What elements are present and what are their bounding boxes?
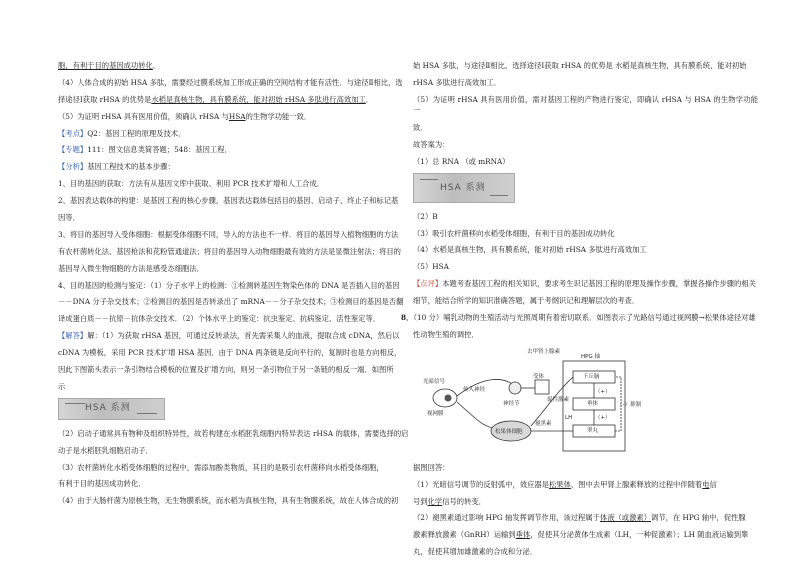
- label-light-signal: 光暗信号: [423, 378, 446, 385]
- label-retina: 视网膜: [427, 410, 444, 417]
- label-noradrenaline: 去甲肾上腺素: [527, 348, 561, 355]
- label-pineal-cell: 松果体细胞: [495, 428, 523, 435]
- left-column: [58, 60, 413, 512]
- line: 丸，促使其增加雄激素的合成和分泌．: [413, 547, 538, 557]
- line: 致．: [413, 122, 428, 132]
- label-ganglion: 神经节: [503, 400, 520, 407]
- line: （4）人体合成的初始 HSA 多肽，需要经过膜系统加工形成正确的空间结构才能有活性．与途径Ⅱ相比，选: [58, 77, 403, 87]
- dna-primer-figure: [58, 398, 165, 420]
- jieda-line: 【解答】解：（1）为获取 rHSA 基因，可通过反转录法，首先需采集人的血液，提取合成 cDNA，然后以: [58, 331, 400, 341]
- line: （3）农杆菌转化水稻受体细胞的过程中，需添加酚类物质，其目的是吸引农杆菌移向水稻受体细胞，: [58, 462, 384, 472]
- line: 据图回答：: [413, 462, 450, 472]
- dianping-line: 【点评】本题考查基因工程的相关知识，要求考生识记基因工程的原理及操作步骤，掌握各操作步骤的相关: [413, 279, 756, 289]
- line: 4、目的基因的检测与鉴定：（1）分子水平上的检测：①检测转基因生物染色体的 DNA 是否插入目的基因: [58, 280, 400, 290]
- line: （4）由于大肠杆菌为原核生物，无生物膜系统，而水稻为真核生物，具有生物膜系统，故在人体合成的初: [58, 496, 399, 506]
- line: 2、基因表达载体的构建：是基因工程的核心步骤，基因表达载体包括目的基因、启动子、终止子和标记基: [58, 196, 399, 206]
- line: （5）HSA: [413, 262, 449, 272]
- line: 有农杆菌转化法、基因枪法和花粉管通道法；将目的基因导入动物细胞最有效的方法是显微注射法；将目的: [58, 246, 401, 256]
- kaodian-tag: 【考点】: [58, 128, 88, 138]
- answer-blank: 松果体: [549, 479, 571, 489]
- line: 动子是水稻胚乳细胞启动子．: [58, 445, 153, 455]
- answer-blank: 垂体: [515, 530, 531, 540]
- label-inhibit: （-）抑制: [617, 401, 641, 408]
- label-gnrh: 促性激素: [547, 396, 570, 403]
- zhuanti-line: 【专题】111：图文信息类简答题；548：基因工程．: [58, 145, 232, 155]
- line: （1）光暗信号调节的反射弧中，效应器是松果体，图中去甲肾上腺素释放的过程中伴随着电信: [413, 479, 717, 489]
- jieda-tag: 【解答】: [58, 331, 88, 341]
- primer-arrow: [420, 179, 438, 181]
- primer-arrow: [137, 413, 157, 415]
- line: 性动物生殖的调控．: [413, 329, 479, 339]
- fenxi-line: 【分析】基因工程技术的基本步骤：: [58, 162, 175, 172]
- pineal-hpg-diagram: [423, 346, 641, 456]
- line: （3）吸引农杆菌移向水稻受体细胞，有利于目的基因成功转化: [413, 228, 615, 238]
- kaodian-line: 【考点】Q2：基因工程的原理及技术．: [58, 128, 186, 138]
- line: （2）B: [413, 211, 438, 221]
- right-column: [401, 60, 758, 563]
- line: （2）启动子通常具有物种及组织特异性，故若构建在水稻胚乳细胞内特异表达 rHSA 的载体，需要选择的启: [58, 428, 409, 438]
- line: 号到化学信号的转变．: [413, 496, 486, 506]
- line: rHSA 多肽进行高效加工．: [413, 77, 502, 87]
- label-hypothalamus: 下丘脑: [583, 373, 600, 380]
- answer-blank: 电: [702, 479, 710, 489]
- label-hpg-axis: HPG 轴: [581, 353, 600, 360]
- answer-blank: HSA: [228, 111, 246, 121]
- line: （5）为证明 rHSA 具有医用价值，须确认 rHSA 与HSA的生物学功能一致．: [58, 111, 312, 121]
- label-afferent-nerve: 传入神经: [463, 386, 486, 393]
- answer-blank: 化学: [427, 496, 443, 506]
- figure-label: HSA 系测: [440, 182, 486, 193]
- line: 基因导入微生物细胞的方法是感受态细胞法．: [58, 263, 204, 273]
- fenxi-tag: 【分析】: [58, 162, 88, 172]
- line: 故答案为：: [413, 139, 450, 149]
- answer-blank: 体液（或激素）: [599, 513, 651, 523]
- dna-primer-figure: [413, 173, 515, 203]
- line: （1）总 RNA （或 mRNA）: [413, 156, 510, 166]
- dianping-tag: 【点评】: [413, 279, 443, 289]
- line: 因等．: [58, 213, 80, 223]
- answer-blank: 水稻是真核生物，具有膜系统，能对初始 rHSA 多肽进行高效加工: [151, 94, 366, 104]
- primer-arrow: [65, 403, 85, 405]
- line: 示: [58, 381, 66, 391]
- label-plus: （+）: [595, 388, 611, 395]
- line: （5）为证明 rHSA 具有医用价值，需对基因工程的产物进行鉴定，即确认 rHSA 与 HSA 的生物学功能一: [413, 94, 758, 116]
- label-melatonin: 褪黑素: [535, 420, 552, 427]
- line: （2）褪黑素通过影响 HPG 轴发挥调节作用，该过程属于体液（或激素）调节，在 HPG 轴中，促性腺: [413, 513, 746, 523]
- line: 有利于目的基因成功转化．: [58, 479, 146, 489]
- figure-label: HSA 系测: [85, 402, 131, 413]
- primer-arrow: [490, 195, 508, 197]
- label-pituitary: 垂体: [587, 400, 599, 407]
- label-testis: 睾丸: [587, 427, 599, 434]
- line: 因此下图箭头表示一条引物结合模板的位置及扩增方向，则另一条引物位于另一条链的相反一端．如图所: [58, 365, 394, 375]
- diagram-drawing: [423, 346, 633, 456]
- zhuanti-tag: 【专题】: [58, 145, 88, 155]
- line: 细节，能结合所学的知识准确答题，属于考纲识记和理解层次的考查．: [413, 296, 640, 306]
- line: 激素释放激素（GnRH）运输到垂体，促使其分泌黄体生成素（LH，一种促激素）；LH 随血液运输到睾: [413, 530, 749, 540]
- label-plus: （+）: [595, 414, 611, 421]
- line: 译成蛋白质－－抗原－抗体杂交技术．（2）个体水平上的鉴定：抗虫鉴定、抗病鉴定、活性鉴定等．: [58, 314, 381, 324]
- line: cDNA 为模板，采用 PCR 技术扩增 HSA 基因．由于 DNA 两条链是反向平行的，复制时也是方向相反，: [58, 348, 402, 358]
- line: 1、目的基因的获取：方法有从基因文库中获取、利用 PCR 技术扩增和人工合成．: [58, 179, 325, 189]
- label-lh: LH: [565, 414, 573, 421]
- line: 胞，有利于目的基因成功转化．: [58, 61, 161, 70]
- label-receptor: 受体: [533, 373, 545, 380]
- question-number: 8．: [401, 312, 414, 322]
- question-8-line: 8．（10 分）哺乳动物的生殖活动与光照周期有着密切联系．如图表示了光路信号通过视网膜→松果体途径对雄: [401, 312, 756, 322]
- line: 始 HSA 多肽，与途径Ⅱ相比，选择途径Ⅰ获取 rHSA 的优势是 水稻是真核生物，具有膜系统，能对初始: [413, 61, 747, 70]
- line: 择途径Ⅰ获取 rHSA 的优势是水稻是真核生物，具有膜系统，能对初始 rHSA 多肽进行高效加工．: [58, 94, 374, 104]
- line: －－DNA 分子杂交技术；②检测目的基因是否转录出了 mRNA－－分子杂交技术；③检测目的基因是否翻: [58, 297, 404, 307]
- line: （4）水稻是真核生物，具有膜系统，能对初始 rHSA 多肽进行高效加工: [413, 245, 647, 255]
- line: 3、将目的基因导入受体细胞：根据受体细胞不同，导入的方法也不一样．将目的基因导入植物细胞的方法: [58, 229, 399, 239]
